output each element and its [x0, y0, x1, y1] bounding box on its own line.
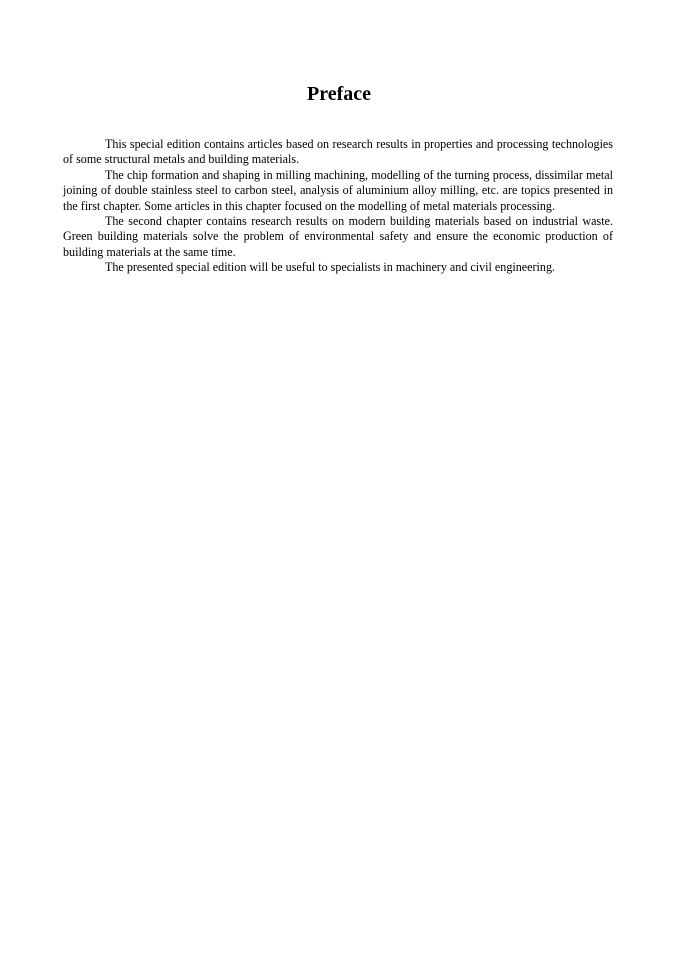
preface-body [63, 137, 613, 276]
paragraph-second-chapter: The second chapter contains research results on modern building materials based on industrial waste. Green building materials solve the problem of environmental safety and ensure the economic production of building materials at the same time. [63, 214, 613, 259]
paragraph-first-chapter: The chip formation and shaping in milling machining, modelling of the turning process, dissimilar metal joining of double stainless steel to carbon steel, analysis of aluminium alloy milling, etc. are topics presented in the first chapter. Some articles in this chapter focused on the modelling of metal materials processing. [63, 167, 613, 213]
paragraph-intro: This special edition contains articles based on research results in properties and processing technologies of some structural metals and building materials. [63, 137, 613, 167]
page-title: Preface [306, 83, 372, 105]
paragraph-conclusion: The presented special edition will be useful to specialists in machinery and civil engineering. [105, 260, 556, 275]
